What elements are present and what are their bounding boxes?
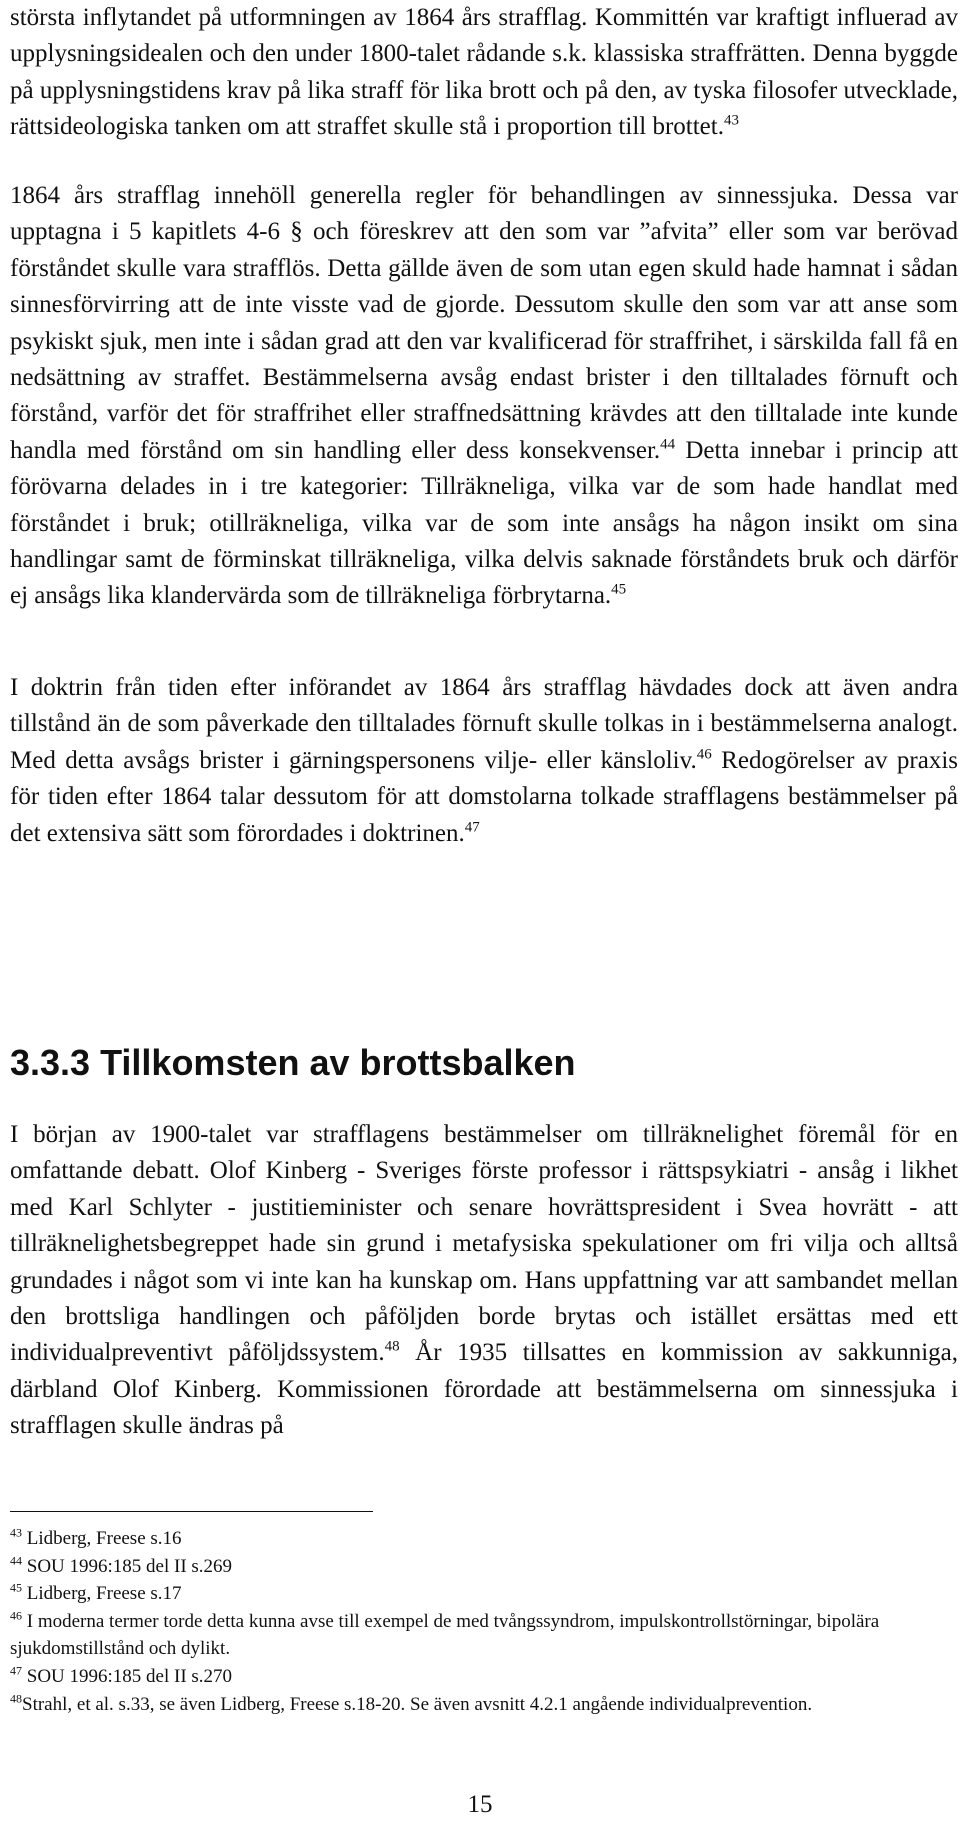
footnote-number: 44 bbox=[10, 1553, 22, 1568]
footnote bbox=[10, 1691, 958, 1719]
footnote-text: SOU 1996:185 del II s.269 bbox=[26, 1555, 233, 1577]
footnote-reference: 43 bbox=[723, 112, 739, 129]
section-heading: 3.3.3 Tillkomsten av brottsbalken bbox=[10, 1042, 576, 1083]
footnote bbox=[10, 1525, 958, 1553]
paragraph-text: I doktrin från tiden efter införandet av 1864 års strafflag hävdades dock att även andra tillstånd än de som påverkade den tilltalades förnuft skulle tolkas in i bestämmelserna analogt. Med detta avsågs brister i gärningspersonens vilje- eller känsloliv. bbox=[10, 674, 958, 774]
footnote-reference: 45 bbox=[611, 582, 627, 599]
footnote bbox=[10, 1580, 958, 1608]
footnote-reference: 44 bbox=[660, 436, 676, 453]
footnote-text: SOU 1996:185 del II s.270 bbox=[26, 1665, 233, 1687]
footnote-number: 46 bbox=[10, 1608, 22, 1623]
paragraph-3-block bbox=[10, 670, 958, 852]
footnote-number: 48 bbox=[10, 1691, 22, 1706]
page-number: 15 bbox=[467, 1791, 493, 1818]
footnote bbox=[10, 1663, 958, 1691]
footnotes bbox=[10, 1525, 958, 1718]
paragraph bbox=[10, 1117, 958, 1445]
paragraph-text: största inflytandet på utformningen av 1864 års strafflag. Kommittén var kraftigt influerad av upplysningsidealen och den under 1800-talet rådande s.k. klassiska straffrätten. Denna byggde på upplysningstidens krav på lika straff för lika brott och på den, av tyska filosofer utvecklade, rättsideologiska tanken om att straffet skulle stå i proportion till brottet. bbox=[10, 4, 958, 141]
footnote-text: Strahl, et al. s.33, se även Lidberg, Freese s.18-20. Se även avsnitt 4.2.1 angående individualprevention. bbox=[22, 1693, 813, 1715]
footnote-text: Lidberg, Freese s.17 bbox=[26, 1583, 182, 1605]
paragraph bbox=[10, 178, 958, 615]
paragraph-4-block bbox=[10, 1117, 958, 1445]
footnote-reference: 48 bbox=[384, 1339, 400, 1356]
footnote-number: 47 bbox=[10, 1663, 22, 1678]
footnote-text: Lidberg, Freese s.16 bbox=[26, 1528, 182, 1549]
footnote-text: I moderna termer torde detta kunna avse till exempel de med tvångssyndrom, impulskontrollstörningar, bipolära sjukdomstillstånd och dylikt. bbox=[10, 1610, 880, 1660]
paragraph bbox=[10, 0, 958, 146]
paragraph-text: I början av 1900-talet var strafflagens bestämmelser om tillräknelighet föremål för en omfattande debatt. Olof Kinberg - Sveriges förste professor i rättspsykiatri - ansåg i likhet med Karl Schlyter - justitieminister och senare hovrättspresident i Svea hovrätt - att tillräknelighetsbegreppet hade sin grund i metafysiska spekulationer om fri vilja och alltså grundades i något som vi inte kan ha kunskap om. Hans uppfattning var att sambandet mellan den brottsliga handlingen och påföljden borde brytas och istället ersättas med ett individualpreventivt påföljdssystem. bbox=[10, 1121, 958, 1367]
footnote-reference: 46 bbox=[696, 746, 712, 763]
paragraph-text: 1864 års strafflag innehöll generella regler för behandlingen av sinnessjuka. Dessa var upptagna i 5 kapitlets 4-6 § och föreskrev att den som var ”afvita” eller som var berövad förståndet skulle vara strafflös. Detta gällde även de som utan egen skuld hade hamnat i sådan sinnesförvirring att de inte visste vad de gjorde. Dessutom skulle den som var att anse som psykiskt sjuk, men inte i sådan grad att den var kvalificerad för straffrihet, i särskilda fall få en nedsättning av straffet. Bestämmelserna avsåg endast brister i den tilltalades förnuft och förstånd, varför det för straffrihet eller straffnedsättning krävdes att den tilltalade inte kunde handla med förstånd om sin handling eller dess konsekvenser. bbox=[10, 182, 958, 464]
paragraph-text: År 1935 tillsattes en kommission av sakkunniga, därbland Olof Kinberg. Kommissionen förordade att bestämmelserna om sinnessjuka i strafflagen skulle ändras på bbox=[10, 1339, 958, 1440]
paragraph bbox=[10, 670, 958, 852]
footnote-separator bbox=[10, 1511, 373, 1512]
footnote bbox=[10, 1608, 958, 1663]
paragraph-text: Detta innebar i princip att förövarna delades in i tre kategorier: Tillräkneliga, vilka var de som hade handlat med förståndet i bruk; otillräkneliga, vilka var de som inte ansågs ha någon insikt om sina handlingar samt de förminskat tillräkneliga, vilka delvis saknade förståndets bruk och därför ej ansågs lika klandervärda som de tillräkneliga förbrytarna. bbox=[10, 436, 958, 610]
footnote-number: 43 bbox=[10, 1525, 22, 1540]
footnote-number: 45 bbox=[10, 1580, 22, 1595]
footnote bbox=[10, 1553, 958, 1581]
footnote-reference: 47 bbox=[464, 819, 480, 836]
paragraph-text: Redogörelser av praxis för tiden efter 1864 talar dessutom för att domstolarna tolkade strafflagens bestämmelser på det extensiva sätt som förordades i doktrinen. bbox=[10, 746, 959, 847]
paragraph-1-block bbox=[10, 0, 958, 146]
paragraph-2-block bbox=[10, 178, 958, 615]
